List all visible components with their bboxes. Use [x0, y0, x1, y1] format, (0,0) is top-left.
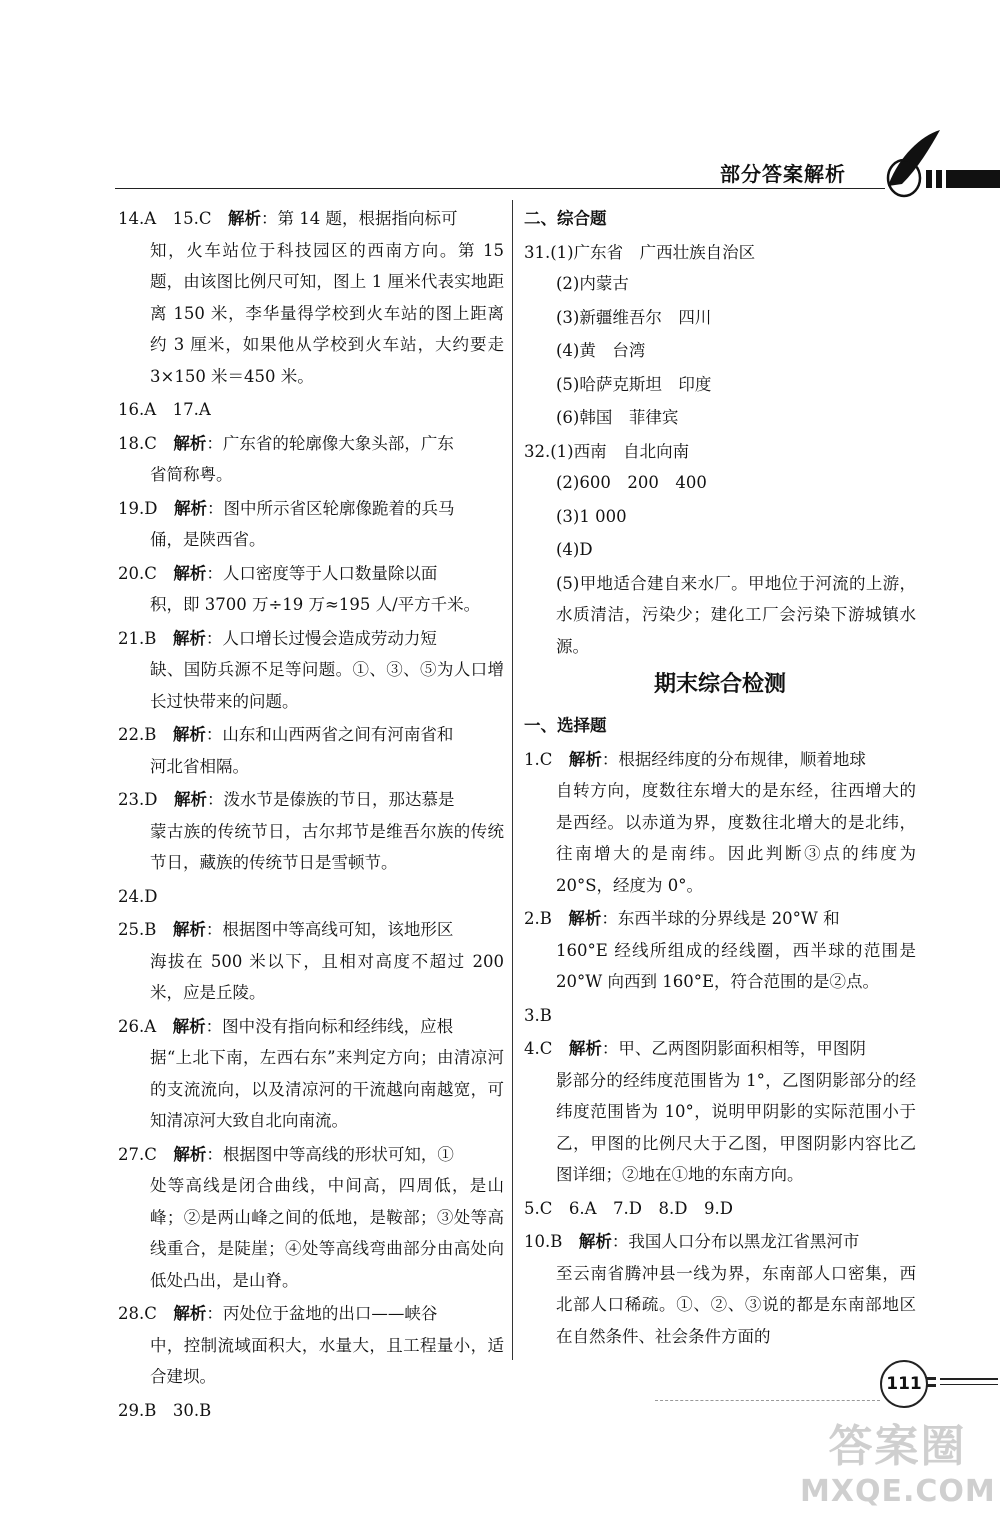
answer-item: 20.C 解析：人口密度等于人口数量除以面 积，即 3700 万÷19 万≈195 人/平方千米。	[118, 563, 481, 614]
watermark: 答案圈 MXQE.COM	[800, 1421, 996, 1509]
footer-dashed-rule	[655, 1400, 880, 1401]
answer-item: 3.B	[524, 1005, 552, 1025]
answer-item: 10.B 解析：我国人口分布以黑龙江省黑河市 至云南省腾冲县一线为界，东南部人口密集，西北部人口稀疏。①、②、③说的都是东南部地区在自然条件、社会条件方面的	[524, 1232, 916, 1346]
answer-item: 28.C 解析：丙处位于盆地的出口——峡谷 中，控制流域面积大，水量大，且工程量小，适合建坝。	[118, 1304, 504, 1386]
answer-item: 29.B 30.B	[118, 1400, 212, 1420]
answer-item: 5.C 6.A 7.D 8.D 9.D	[524, 1198, 733, 1218]
left-column	[118, 203, 504, 1428]
answer-item: 23.D 解析：泼水节是傣族的节日，那达慕是 蒙古族的传统节日，古尔邦节是维吾尔族的传统节日，藏族的传统节日是雪顿节。	[118, 790, 504, 872]
exam-title: 期末综合检测	[653, 672, 786, 697]
answer-item: 14.A 15.C 解析：第 14 题，根据指向标可 知，火车站位于科技园区的西南方向。第 15 题，由该图比例尺可知，图上 1 厘米代表实地距离 150 米，李华量得学校到火车站的图上距离约 3 厘米，如果他从学校到火车站，大约要走 3×150 米＝450 米。	[118, 209, 504, 386]
answer-item: 4.C 解析：甲、乙两图阴影面积相等，甲图阴 影部分的经纬度范围皆为 1°，乙图阴影部分的经纬度范围皆为 10°，说明甲阴影的实际范围小于乙，甲图的比例尺大于乙图，甲图阴影内容比乙图详细；②地在①地的东南方向。	[524, 1039, 916, 1184]
answer-item: 26.A 解析：图中没有指向标和经纬线，应根 据“上北下南，左西右东”来判定方向；由清凉河的支流流向，以及清凉河的干流越向南越宽，可知清凉河大致自北向南流。	[118, 1016, 504, 1130]
column-divider	[512, 200, 513, 1360]
section-heading: 一、选择题	[524, 716, 607, 735]
page-number: 111	[880, 1360, 928, 1408]
answer-item: 25.B 解析：根据图中等高线可知，该地形区 海拔在 500 米以下，且相对高度不超过 200 米，应是丘陵。	[118, 920, 504, 1002]
answer-item: 19.D 解析：图中所示省区轮廓像跪着的兵马 俑，是陕西省。	[118, 498, 455, 549]
question-32: 32.(1)西南 自北向南 (2)600 200 400 (3)1 000 (4)D (5)甲地适合建自来水厂。甲地位于河流的上游，水质清洁，污染少；建化工厂会污染下游城镇水源。	[524, 441, 916, 656]
section-heading: 二、综合题	[524, 209, 607, 228]
answer-item: 21.B 解析：人口增长过慢会造成劳动力短 缺、国防兵源不足等问题。①、③、⑤为人口增长过快带来的问题。	[118, 628, 504, 711]
answer-item: 2.B 解析：东西半球的分界线是 20°W 和 160°E 经线所组成的经线圈，西半球的范围是 20°W 向西到 160°E，符合范围的是②点。	[524, 909, 916, 991]
answer-item: 24.D	[118, 886, 158, 906]
answer-item: 27.C 解析：根据图中等高线的形状可知，① 处等高线是闭合曲线，中间高，四周低，是山峰；②是两山峰之间的低地，是鞍部；③处等高线重合，是陡崖；④处等高线弯曲部分由高处向低处凸出，是山脊。	[118, 1144, 504, 1290]
answer-item: 16.A 17.A	[118, 400, 211, 419]
answer-item: 22.B 解析：山东和山西两省之间有河南省和 河北省相隔。	[118, 725, 454, 776]
question-31: 31.(1)广东省 广西壮族自治区 (2)内蒙古 (3)新疆维吾尔 四川 (4)黄 台湾 (5)哈萨克斯坦 印度 (6)韩国 菲律宾	[524, 242, 756, 427]
pen-nib-icon	[880, 128, 1000, 198]
header-rule	[115, 188, 885, 189]
page-number-decoration-icon	[926, 1372, 1000, 1394]
answer-item: 1.C 解析：根据经纬度的分布规律，顺着地球 自转方向，度数往东增大的是东经，往西增大的是西经。以赤道为界，度数往北增大的是北纬，往南增大的是南纬。因此判断③点的纬度为 20°S，经度为 0°。	[524, 749, 916, 895]
header-title: 部分答案解析	[720, 162, 846, 186]
right-column	[524, 203, 916, 1354]
answer-item: 18.C 解析：广东省的轮廓像大象头部，广东 省简称粤。	[118, 433, 454, 484]
